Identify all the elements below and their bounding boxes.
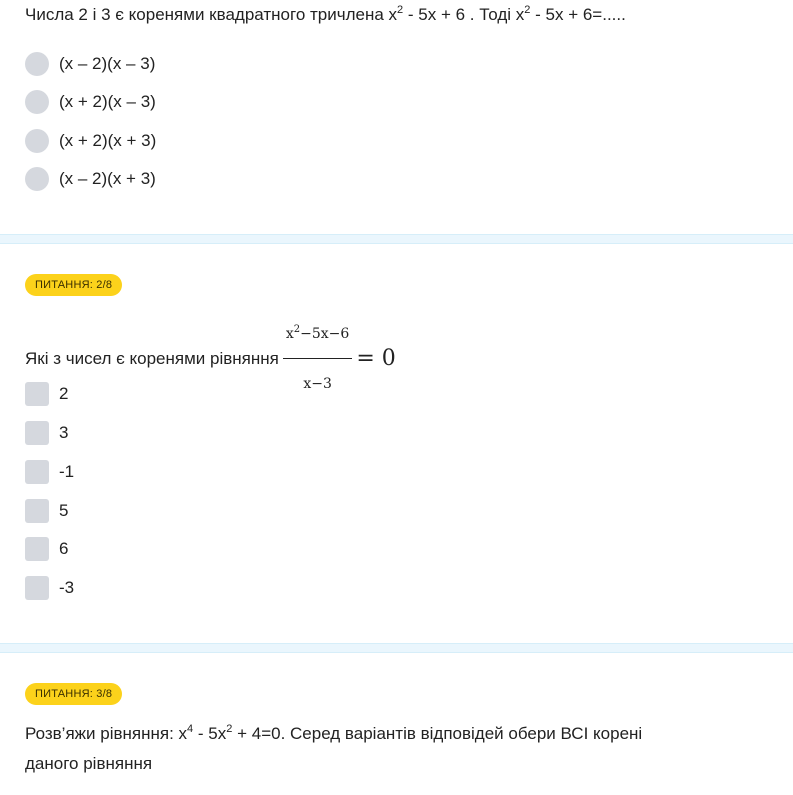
option-label: (x – 2)(x + 3) [59,168,156,188]
answer-option-2[interactable] [25,89,156,114]
question-2-text: Які з чисел є коренями рівняння $\frac{x^2-5x-6}{x-3}$ = 0 [25,312,396,406]
option-label: 6 [59,538,69,558]
question-1-text: Числа 2 і 3 є коренями квадратного тричлена $x^2 - 5x + 6$ . Тоді $x^2 - 5x + 6=$..... [25,4,626,24]
answer-option-1[interactable] [25,51,155,76]
checkbox[interactable] [25,382,49,406]
option-label: -1 [59,461,75,481]
question-3-text-line-1: Розв’яжи рівняння: $x^4 - 5x^2 + 4=0$. Серед варіантів відповідей обери ВСІ корені [25,723,643,743]
radio-button[interactable] [25,52,49,76]
radio-button[interactable] [25,167,49,191]
answer-option-2[interactable] [25,420,68,445]
checkbox[interactable] [25,576,49,600]
checkbox[interactable] [25,460,49,484]
radio-button[interactable] [25,90,49,114]
question-3-badge: ПИТАННЯ: 3/8 [25,683,122,705]
answer-option-5[interactable] [25,536,68,561]
answer-option-3[interactable] [25,128,156,153]
section-divider [0,234,793,244]
option-label: -3 [59,577,75,597]
option-label: (x + 2)(x + 3) [59,130,157,150]
answer-option-6[interactable] [25,575,74,600]
question-2-badge: ПИТАННЯ: 2/8 [25,274,122,296]
question-3-text-line-2: даного рівняння [25,754,153,773]
answer-option-4[interactable] [25,498,68,523]
checkbox[interactable] [25,421,49,445]
answer-option-3[interactable] [25,459,74,484]
fraction-denominator: x−3 [303,376,332,392]
checkbox[interactable] [25,537,49,561]
equation-fraction [283,312,352,406]
option-label: (x – 2)(x – 3) [59,53,156,73]
equation-tail: = 0 [356,346,396,371]
option-label: 5 [59,500,69,520]
option-label: (x + 2)(x – 3) [59,91,156,111]
section-divider [0,643,793,653]
fraction-numerator: $x^2-5x-6$ [283,312,352,359]
answer-option-1[interactable] [25,381,68,406]
radio-button[interactable] [25,129,49,153]
checkbox[interactable] [25,499,49,523]
question-1-card [0,0,793,233]
option-label: 2 [59,383,69,403]
answer-option-4[interactable] [25,166,156,191]
option-label: 3 [59,422,69,442]
